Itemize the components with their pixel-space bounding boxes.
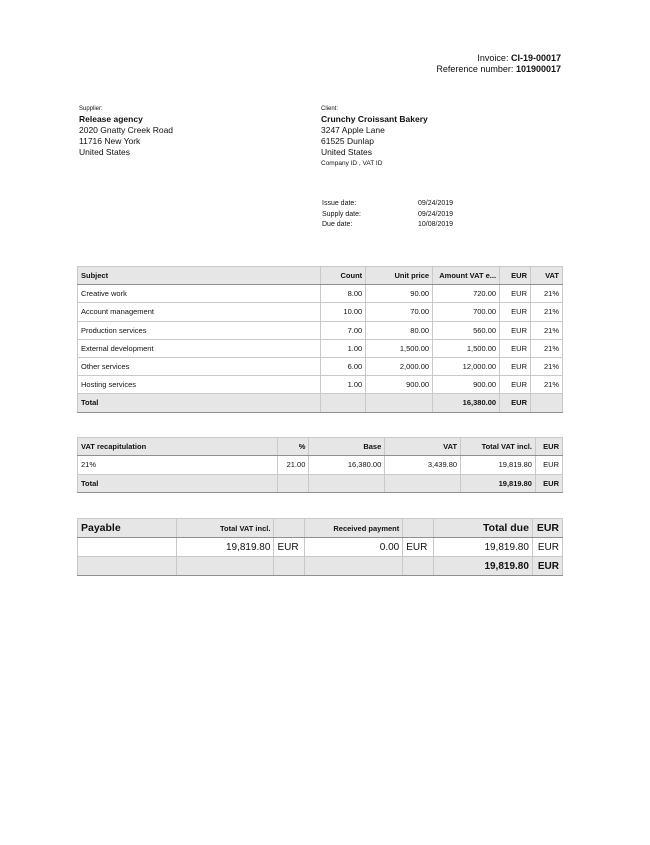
payable-table <box>77 518 563 576</box>
supply-date-label: Supply date: <box>322 210 361 218</box>
reference-number: 101900017 <box>515 64 561 74</box>
client-country: United States <box>321 147 373 157</box>
vat-total-base <box>309 474 385 492</box>
item-amount: 700.00 <box>433 303 500 321</box>
item-count: 7.00 <box>321 321 366 339</box>
vat-total-percent <box>278 474 309 492</box>
payable-header-blank-2 <box>403 519 434 538</box>
item-unit-price: 90.00 <box>366 285 433 303</box>
item-count: 10.00 <box>321 303 366 321</box>
vat-total-vat <box>385 474 461 492</box>
table-row <box>78 538 563 557</box>
payable-total-vat-currency: EUR <box>274 538 305 557</box>
item-amount: 900.00 <box>433 376 500 394</box>
item-unit-price: 80.00 <box>366 321 433 339</box>
client-caption: Client: <box>321 106 339 112</box>
item-unit-price: 70.00 <box>366 303 433 321</box>
table-row <box>78 321 563 339</box>
payable-total-c2 <box>274 557 305 576</box>
table-row <box>78 339 563 357</box>
item-vat: 21% <box>531 285 563 303</box>
supplier-address-line2: 11716 New York <box>79 136 141 146</box>
payable-header-currency: EUR <box>532 519 562 538</box>
vat-header-total: Total VAT incl. <box>461 438 536 456</box>
payable-total-due-currency: EUR <box>532 538 562 557</box>
items-header-subject: Subject <box>78 267 321 285</box>
item-count: 8.00 <box>321 285 366 303</box>
payable-header-blank-1 <box>274 519 305 538</box>
payable-grand-total-currency: EUR <box>532 557 562 576</box>
vat-header-base: Base <box>309 438 385 456</box>
payable-header-row <box>78 519 563 538</box>
item-count: 1.00 <box>321 376 366 394</box>
payable-label <box>78 538 177 557</box>
vat-header-row <box>78 438 563 456</box>
items-table <box>77 266 563 413</box>
client-ids: Company ID , VAT ID <box>321 160 383 167</box>
item-subject: Production services <box>78 321 321 339</box>
supplier-block <box>79 105 173 158</box>
item-amount: 1,500.00 <box>433 339 500 357</box>
payable-header-title: Payable <box>78 519 177 538</box>
vat-percent: 21.00 <box>278 456 309 474</box>
item-count: 1.00 <box>321 339 366 357</box>
item-vat: 21% <box>531 339 563 357</box>
payable-header-total-due: Total due <box>434 519 533 538</box>
client-address-line2: 61525 Dunlap <box>321 136 374 146</box>
items-total-vat <box>531 394 563 412</box>
vat-total: 19,819.80 <box>461 456 536 474</box>
supplier-country: United States <box>79 147 131 157</box>
items-total-amount: 16,380.00 <box>433 394 500 412</box>
items-header-amount: Amount VAT e... <box>433 267 500 285</box>
item-unit-price: 2,000.00 <box>366 357 433 375</box>
vat-header-title: VAT recapitulation <box>78 438 278 456</box>
items-header-row <box>78 267 563 285</box>
payable-header-total-vat: Total VAT incl. <box>176 519 274 538</box>
items-header-unit-price: Unit price <box>366 267 433 285</box>
payable-total-c4 <box>403 557 434 576</box>
client-block <box>321 105 428 169</box>
item-vat: 21% <box>531 321 563 339</box>
issue-date-value: 09/24/2019 <box>418 200 454 207</box>
vat-total-row <box>78 474 563 492</box>
items-total-count <box>321 394 366 412</box>
items-header-count: Count <box>321 267 366 285</box>
items-header-vat: VAT <box>531 267 563 285</box>
table-row <box>78 357 563 375</box>
item-subject: Account management <box>78 303 321 321</box>
vat-base: 16,380.00 <box>309 456 385 474</box>
payable-total-c1 <box>176 557 274 576</box>
table-row <box>78 303 563 321</box>
items-total-label: Total <box>78 394 321 412</box>
item-currency: EUR <box>500 357 531 375</box>
item-vat: 21% <box>531 357 563 375</box>
item-subject: Creative work <box>78 285 321 303</box>
issue-date-label: Issue date: <box>322 200 357 207</box>
item-amount: 560.00 <box>433 321 500 339</box>
reference-label: Reference number: <box>436 64 516 74</box>
item-vat: 21% <box>531 303 563 321</box>
invoice-header <box>436 53 561 75</box>
payable-total-c3 <box>305 557 403 576</box>
invoice-dates <box>322 199 453 231</box>
item-currency: EUR <box>500 303 531 321</box>
item-vat: 21% <box>531 376 563 394</box>
payable-received-currency: EUR <box>403 538 434 557</box>
item-unit-price: 1,500.00 <box>366 339 433 357</box>
vat-recap-table <box>77 437 563 493</box>
payable-total-vat: 19,819.80 <box>176 538 274 557</box>
payable-received: 0.00 <box>305 538 403 557</box>
vat-amount: 3,439.80 <box>385 456 461 474</box>
vat-total-amount: 19,819.80 <box>461 474 536 492</box>
supplier-name: Release agency <box>79 114 143 124</box>
item-amount: 720.00 <box>433 285 500 303</box>
supplier-address-line1: 2020 Gnatty Creek Road <box>79 125 174 135</box>
vat-currency: EUR <box>535 456 562 474</box>
payable-total-row <box>78 557 563 576</box>
issue-date-row <box>322 199 453 210</box>
items-total-row <box>78 394 563 412</box>
table-row <box>78 456 563 474</box>
payable-total-c0 <box>78 557 177 576</box>
client-address-line1: 3247 Apple Lane <box>321 125 385 135</box>
payable-grand-total: 19,819.80 <box>434 557 533 576</box>
item-subject: Other services <box>78 357 321 375</box>
item-subject: Hosting services <box>78 376 321 394</box>
item-subject: External development <box>78 339 321 357</box>
vat-total-label: Total <box>78 474 278 492</box>
client-name: Crunchy Croissant Bakery <box>321 114 428 124</box>
payable-header-received: Received payment <box>305 519 403 538</box>
vat-header-percent: % <box>278 438 309 456</box>
due-date-label: Due date: <box>322 221 353 228</box>
table-row <box>78 376 563 394</box>
item-unit-price: 900.00 <box>366 376 433 394</box>
vat-rate: 21% <box>78 456 278 474</box>
vat-total-currency: EUR <box>535 474 562 492</box>
vat-header-vat: VAT <box>385 438 461 456</box>
supply-date-row <box>322 210 453 221</box>
items-total-unit-price <box>366 394 433 412</box>
due-date-row <box>322 220 453 231</box>
item-currency: EUR <box>500 285 531 303</box>
invoice-number: CI-19-00017 <box>510 53 561 63</box>
due-date-value: 10/08/2019 <box>418 221 454 228</box>
item-amount: 12,000.00 <box>433 357 500 375</box>
invoice-number-line <box>436 53 561 64</box>
supplier-caption: Supplier: <box>79 106 103 112</box>
items-header-currency: EUR <box>500 267 531 285</box>
items-total-currency: EUR <box>500 394 531 412</box>
item-currency: EUR <box>500 339 531 357</box>
item-currency: EUR <box>500 376 531 394</box>
reference-number-line <box>436 64 561 75</box>
supply-date-value: 09/24/2019 <box>418 210 454 218</box>
table-row <box>78 285 563 303</box>
vat-header-currency: EUR <box>535 438 562 456</box>
item-currency: EUR <box>500 321 531 339</box>
payable-total-due: 19,819.80 <box>434 538 533 557</box>
invoice-label: Invoice: <box>477 53 511 63</box>
item-count: 6.00 <box>321 357 366 375</box>
